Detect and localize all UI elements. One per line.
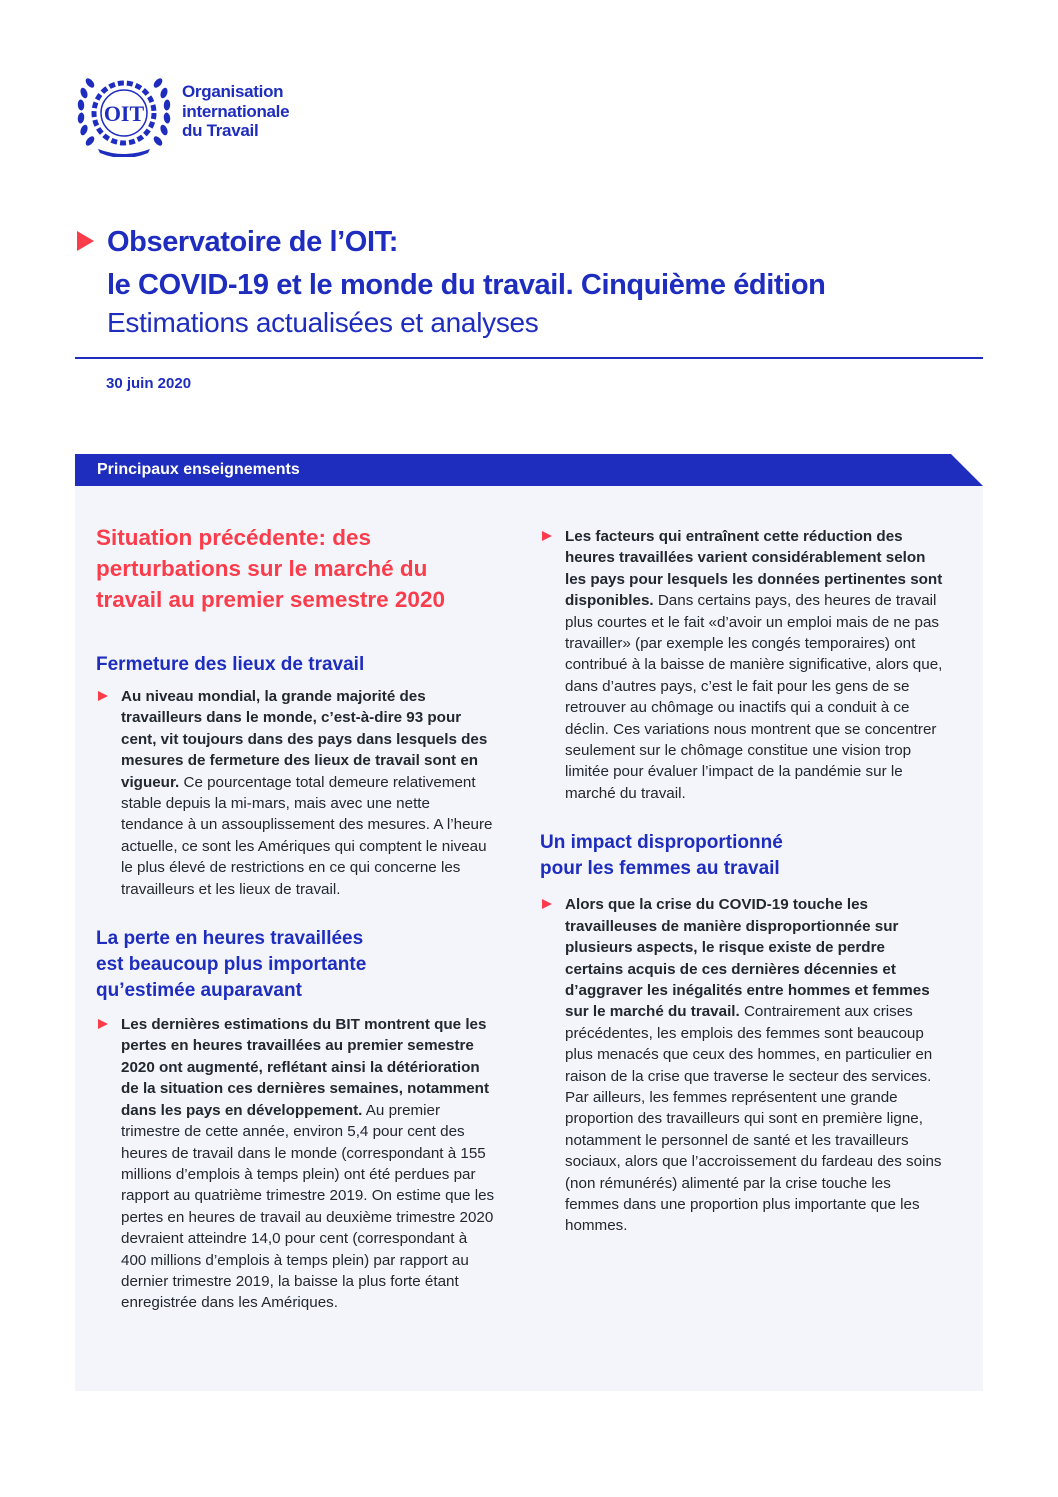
document-title: [107, 221, 825, 307]
bullet-text: Ce pourcentage total demeure relativement stable depuis la mi-mars, mais avec une nette tendance à un assouplissement des mesures. A l’heure actuelle, ce sont les Amériques qui comptent le niveau le plus élevé de restrictions en ce qui concerne les travailleurs et les lieux de travail.: [121, 773, 493, 898]
org-name-line: Organisation: [182, 82, 284, 101]
bullet-arrow-icon: [542, 899, 552, 909]
bullet-bold-text: Alors que la crise du COVID-19 touche les travailleuses de manière disproportionnée sur plusieurs aspects, le risque existe de perdre certains acquis de ces dernières décennies et d’aggraver les inégalités entre hommes et femmes sur le marché du travail.: [565, 896, 930, 1021]
subheading-line: pour les femmes au travail: [540, 858, 780, 880]
bullet-arrow-icon: [542, 531, 552, 541]
subheading-workplace-closures: Fermeture des lieux de travail: [96, 654, 365, 675]
ilo-logo-icon: [76, 73, 172, 157]
subheading-hours-lost: [96, 926, 496, 1004]
bullet-bold-text: Les facteurs qui entraînent cette réduction des heures travaillées varient considérablement selon les pays pour lesquels les données pertinentes sont disponibles.: [565, 528, 943, 610]
org-name-line: du Travail: [182, 121, 259, 140]
bullet-paragraph: [96, 686, 496, 900]
bullet-arrow-icon: [98, 691, 108, 701]
bullet-paragraph: [540, 526, 944, 804]
left-column: [96, 522, 496, 1314]
bullet-paragraph: [540, 894, 944, 1237]
bullet-arrow-icon: [98, 1019, 108, 1029]
bullet-bold-text: Les dernières estimations du BIT montrent que les pertes en heures travaillées au premier semestre 2020 ont augmenté, reflétant ainsi la détérioration de la situation ces dernières semaines, notamment dans les pays en développement.: [121, 1016, 490, 1119]
bullet-paragraph: [96, 1014, 496, 1314]
bullet-text: Dans certains pays, des heures de travail plus courtes et le fait «d’avoir un emploi mais de ne pas travailler» (par exemple les congés temporaires) ont contribué à la baisse de manière significative, alors que, dans d’autres pays, c’est le fait pour les gens de se retrouver au chômage ou inactifs qui a conduit à ce déclin. Ces variations nous montrent que se concentrer seulement sur le chômage constitue une vision trop limitée pour évaluer l’impact de la pandémie sur le marché du travail.: [565, 592, 943, 802]
organization-name: [182, 82, 289, 141]
key-findings-banner: [75, 454, 983, 486]
bullet-text: Contrairement aux crises précédentes, les emplois des femmes sont beaucoup plus menacés que ceux des hommes, en particulier en raison de la crise que traverse le secteur des services. Par ailleurs, les femmes représentent une grande proportion des travailleurs qui sont en première ligne, notamment le personnel de santé et les travailleurs sociaux, alors que l’accroissement du fardeau des soins (non rémunérés) alimenté par la crise touche les femmes dans une proportion plus importante que les hommes.: [565, 1003, 942, 1235]
subheading-line: Un impact disproportionné: [540, 832, 783, 854]
right-column: [540, 526, 944, 1237]
subheading-line: La perte en heures travaillées: [96, 928, 364, 950]
subheading-line: qu’estimée auparavant: [96, 980, 302, 1002]
banner-label: Principaux enseignements: [97, 461, 300, 478]
header-divider: [75, 357, 983, 359]
title-arrow-icon: [77, 231, 94, 251]
document-subtitle: Estimations actualisées et analyses: [107, 307, 539, 338]
subheading-women-impact: [540, 830, 944, 882]
subheading-line: est beaucoup plus importante: [96, 954, 367, 976]
title-line-1: Observatoire de l’OIT:: [107, 226, 398, 258]
publication-date: 30 juin 2020: [106, 375, 192, 392]
title-line-2: le COVID-19 et le monde du travail. Cinquième édition: [107, 269, 826, 301]
svg-text:OIT: OIT: [103, 101, 145, 126]
section-title: Situation précédente: des perturbations sur le marché du travail au premier semestre 2020: [96, 525, 445, 612]
bullet-bold-text: Au niveau mondial, la grande majorité des travailleurs dans le monde, c’est-à-dire 93 pour cent, vit toujours dans des pays dans lesquels des mesures de fermeture des lieux de travail sont en vigueur.: [121, 688, 488, 791]
bullet-text: Au premier trimestre de cette année, environ 5,4 pour cent des heures de travail dans le monde (correspondant à 155 millions d’emplois à temps plein) ont été perdues par rapport au quatrième trimestre 2019. On estime que les pertes en heures de travail au deuxième trimestre 2020 devraient atteindre 14,0 pour cent (correspondant à 400 millions d’emplois à temps plein) par rapport au dernier trimestre 2019, la baisse la plus forte étant enregistrée dans les Amériques.: [121, 1101, 495, 1312]
org-name-line: internationale: [182, 101, 290, 121]
